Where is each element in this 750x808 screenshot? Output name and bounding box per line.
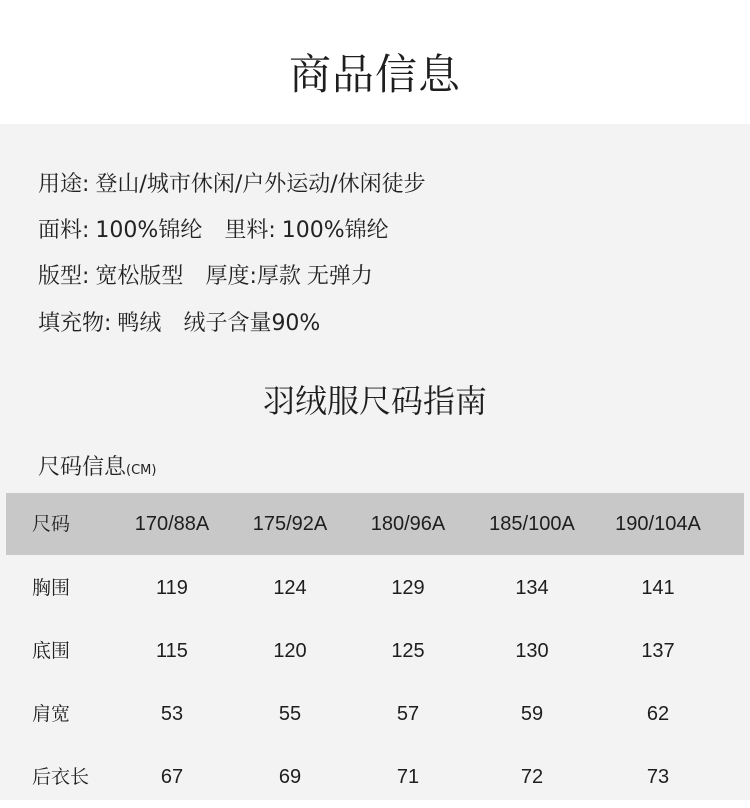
table-cell: 134 — [515, 577, 549, 599]
fabric-label: 面料: — [38, 218, 90, 243]
filling-value: 鸭绒 — [117, 311, 162, 336]
fit-line — [38, 259, 373, 290]
size-info-text: 尺码信息 — [38, 455, 127, 480]
table-cell: 129 — [391, 577, 425, 599]
fit-label: 版型: — [38, 264, 90, 289]
row-label: 肩宽 — [32, 703, 71, 725]
table-row — [6, 620, 744, 682]
table-row — [6, 746, 744, 808]
header-size: 170/88A — [134, 513, 210, 535]
usage-line — [38, 167, 426, 198]
lining-label: 里料: — [224, 218, 276, 243]
header-size: 180/96A — [370, 513, 446, 535]
table-cell: 67 — [160, 766, 184, 788]
row-label: 后衣长 — [32, 766, 90, 788]
table-cell: 125 — [391, 640, 425, 662]
row-label: 胸围 — [32, 577, 71, 599]
header-label: 尺码 — [32, 513, 71, 535]
fit-value: 宽松版型 — [95, 264, 184, 289]
size-info-label — [38, 450, 156, 481]
table-cell: 141 — [641, 577, 675, 599]
table-cell: 53 — [160, 703, 184, 725]
table-cell: 120 — [273, 640, 307, 662]
fabric-line — [38, 213, 389, 244]
down-content-value: 绒子含量90% — [183, 311, 321, 336]
header-size: 175/92A — [252, 513, 328, 535]
filling-line — [38, 306, 320, 337]
page-title: 商品信息 — [288, 50, 461, 99]
header-size: 185/100A — [489, 513, 575, 535]
table-cell: 137 — [641, 640, 675, 662]
usage-value: 登山/城市休闲/户外运动/休闲徒步 — [95, 172, 426, 197]
table-cell: 119 — [156, 577, 188, 599]
table-cell: 124 — [273, 577, 307, 599]
table-cell: 71 — [396, 766, 420, 788]
header-area — [0, 0, 750, 124]
thickness-label: 厚度: — [205, 264, 257, 289]
usage-label: 用途: — [38, 172, 90, 197]
table-row — [6, 683, 744, 745]
table-cell: 72 — [520, 766, 544, 788]
thickness-value: 厚款 — [256, 264, 301, 289]
table-cell: 59 — [520, 703, 544, 725]
table-row — [6, 557, 744, 619]
table-cell: 73 — [646, 766, 670, 788]
lining-value: 100%锦纶 — [281, 218, 389, 243]
table-cell: 62 — [646, 703, 670, 725]
fabric-value: 100%锦纶 — [95, 218, 203, 243]
header-size: 190/104A — [615, 513, 701, 535]
table-header-row — [6, 493, 744, 555]
row-label: 底围 — [32, 640, 71, 662]
filling-label: 填充物: — [38, 311, 112, 336]
table-cell: 69 — [278, 766, 302, 788]
table-cell: 57 — [396, 703, 420, 725]
table-cell: 115 — [156, 640, 188, 662]
size-info-unit: (CM) — [126, 463, 157, 478]
size-guide-title: 羽绒服尺码指南 — [262, 382, 487, 420]
table-cell: 55 — [278, 703, 302, 725]
elasticity-value: 无弹力 — [306, 264, 373, 289]
table-cell: 130 — [515, 640, 549, 662]
